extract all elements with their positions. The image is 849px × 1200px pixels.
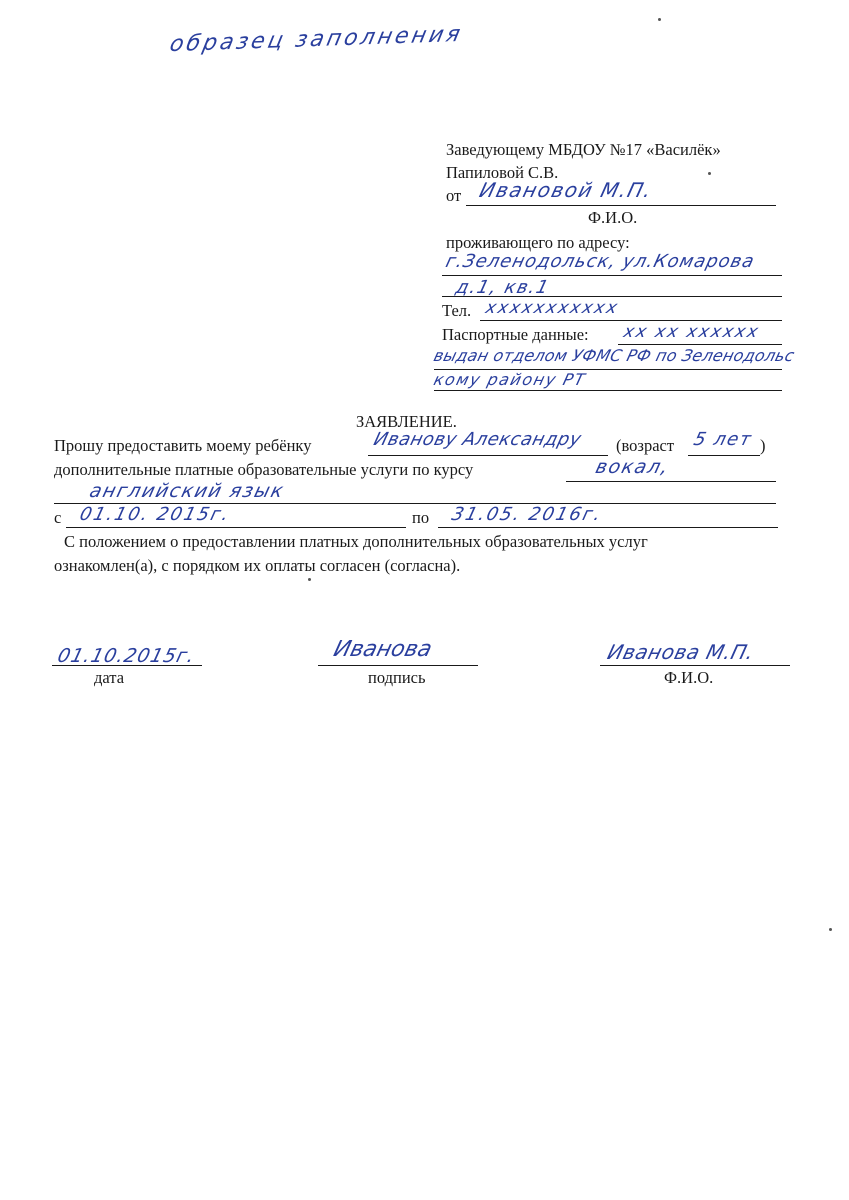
document-title: ЗАЯВЛЕНИЕ. (356, 412, 457, 431)
footer-signature-underline (318, 665, 478, 666)
footer-fio-caption: Ф.И.О. (664, 668, 714, 687)
from-label: от (446, 186, 462, 205)
period-to-label: по (412, 508, 430, 527)
passport-issued-line-2: кому району РТ (431, 370, 589, 389)
passport-issued-line-1: выдан отделом УФМС РФ по Зеленодольс (431, 346, 797, 365)
passport-underline (618, 344, 782, 345)
scan-speck (708, 172, 711, 175)
period-from-label: с (54, 508, 62, 527)
address-underline-1 (442, 275, 782, 276)
footer-fio-underline (600, 665, 790, 666)
age-open: (возраст (616, 436, 675, 455)
scan-speck (658, 18, 661, 21)
age-close: ) (760, 436, 766, 455)
age-underline (688, 455, 760, 456)
request-text: Прошу предоставить моему ребёнку (54, 436, 312, 455)
address-line-2: д.1, кв.1 (453, 277, 552, 298)
statement-line-2: ознакомлен(а), с порядком их оплаты согласен (согласна). (54, 556, 461, 575)
address-label: проживающего по адресу: (446, 233, 630, 252)
footer-date-value: 01.10.2015г. (55, 645, 198, 667)
date-to: 31.05. 2016г. (449, 504, 605, 525)
course-2: английский язык (87, 480, 287, 502)
footer-fio-value: Иванова М.П. (605, 640, 757, 664)
passport-label: Паспортные данные: (442, 325, 589, 344)
from-underline (466, 205, 776, 206)
footer-signature-caption: подпись (368, 668, 426, 687)
footer-signature: Ивановa (331, 637, 435, 662)
phone-underline (480, 320, 782, 321)
date-to-underline (438, 527, 778, 528)
footer-date-caption: дата (94, 668, 125, 687)
date-from: 01.10. 2015г. (77, 504, 233, 525)
head-name: Папиловой С.В. (446, 163, 559, 182)
address-line-1: г.Зеленодольск, ул.Комарова (443, 251, 758, 272)
date-from-underline (66, 527, 406, 528)
child-name: Иванову Александру (371, 429, 584, 450)
age-value: 5 лет (691, 429, 755, 450)
scan-speck (829, 928, 832, 931)
phone-value: xxxxxxxxxxx (483, 298, 622, 318)
child-name-underline (368, 455, 608, 456)
phone-label: Тел. (442, 301, 472, 320)
statement-line-1: С положением о предоставлении платных дополнительных образовательных услуг (64, 532, 648, 551)
services-text: дополнительные платные образовательные услуги по курсу (54, 460, 474, 479)
sample-note: образец заполнения (167, 21, 466, 58)
addressee-line: Заведующему МБДОУ №17 «Василёк» (446, 140, 721, 159)
fio-caption: Ф.И.О. (588, 208, 638, 227)
passport-value: xx xx xxxxxx (621, 322, 762, 342)
course-1: вокал, (593, 456, 672, 478)
footer-date-underline (52, 665, 202, 666)
course-underline-1 (566, 481, 776, 482)
scan-speck (308, 578, 311, 581)
passport-issued-underline-2 (434, 390, 782, 391)
from-value: Ивановой М.П. (477, 178, 656, 202)
